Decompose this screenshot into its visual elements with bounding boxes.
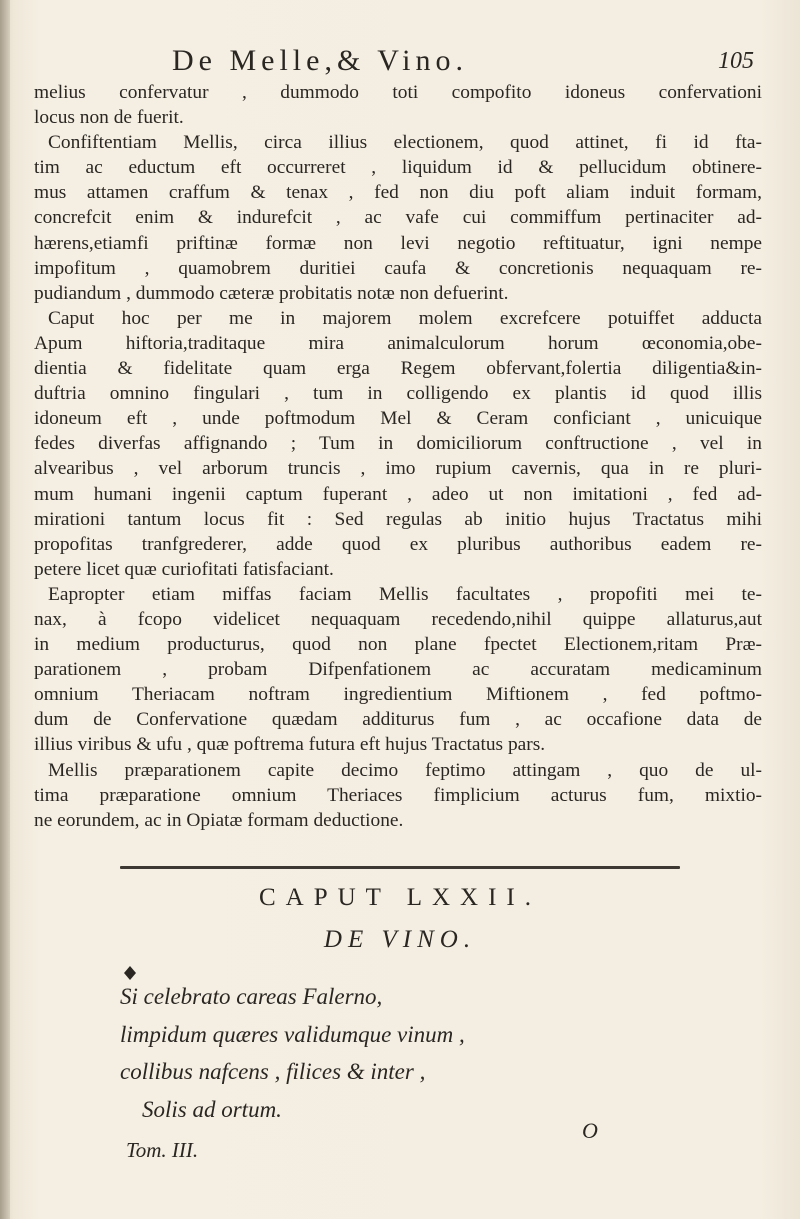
text-line: petere licet quæ curiofitati fatisfaciant. xyxy=(34,558,334,580)
text-line: dum de Confervatione quædam additurus fum , ac occafione data de xyxy=(34,709,762,731)
verse-line: limpidum quæres validumque vinum , xyxy=(120,1021,465,1047)
text-line: ne eorundem, ac in Opiatæ formam deductione. xyxy=(34,809,404,831)
verse-epigraph xyxy=(120,978,640,1128)
section-rule xyxy=(120,866,680,869)
text-line: pudiandum , dummodo cæteræ probitatis notæ non defuerint. xyxy=(34,282,509,304)
text-line: Apum hiftoria,traditaque mira animalculorum horum œconomia,obe- xyxy=(34,332,762,354)
verse-line: Solis ad ortum. xyxy=(142,1096,282,1122)
volume-signature: Tom. III. xyxy=(126,1138,199,1162)
text-line: tim ac eductum eft occurreret , liquidum id & pellucidum obtinere- xyxy=(34,157,762,179)
binding-edge xyxy=(0,0,10,1219)
text-line: tima præparatione omnium Theriaces fimplicium acturus fum, mixtio- xyxy=(34,784,762,806)
text-line: mum humani ingenii captum fuperant , adeo ut non imitationi , fed ad- xyxy=(34,483,762,505)
text-line: alvearibus , vel arborum truncis , imo rupium cavernis, qua in re pluri- xyxy=(34,458,762,480)
chapter-title: CAPUT LXXII. xyxy=(258,884,542,911)
text-line: mus attamen craffum & tenax , fed non diu poft aliam induit formam, xyxy=(34,182,762,204)
text-line: duftria omnino fingulari , tum in colligendo ex plantis id quod illis xyxy=(34,383,762,405)
text-line: melius confervatur , dummodo toti compofito idoneus confervationi xyxy=(34,82,762,103)
text-line: Mellis præparationem capite decimo feptimo attingam , quo de ul- xyxy=(48,759,762,781)
verse-line: Si celebrato careas Falerno, xyxy=(120,984,383,1009)
text-line: impofitum , quamobrem duritiei caufa & concretionis nequaquam re- xyxy=(34,257,762,279)
text-line: nax, à fcopo videlicet nequaquam recedendo,nihil quippe allaturus,aut xyxy=(34,608,762,630)
main-text xyxy=(34,80,762,833)
text-line: Caput hoc per me in majorem molem excrefcere potuiffet adducta xyxy=(48,307,762,329)
catchword: O xyxy=(582,1118,598,1143)
text-line: locus non de fuerit. xyxy=(34,107,184,129)
chapter-subtitle: DE VINO. xyxy=(323,926,477,953)
text-line: propofitas tranfgrederer, adde quod ex pluribus authoribus eadem re- xyxy=(34,533,762,555)
text-line: fedes diverfas affignando ; Tum in domiciliorum conftructione , vel in xyxy=(34,433,762,455)
text-line: Eapropter etiam miffas faciam Mellis facultates , propofiti mei te- xyxy=(48,583,762,605)
text-line: idoneum eft , unde poftmodum Mel & Ceram conficiant , unicuique xyxy=(34,408,762,430)
text-line: Confiftentiam Mellis, circa illius electionem, quod attinet, fi id fta- xyxy=(48,132,762,154)
text-line: concrefcit enim & indurefcit , ac vafe cui commiffum pertinaciter ad- xyxy=(34,207,762,229)
text-line: illius viribus & ufu , quæ poftrema futura eft hujus Tractatus pars. xyxy=(34,734,546,756)
text-line: parationem , probam Difpenfationem ac accuratam medicaminum xyxy=(34,659,762,681)
text-line: omnium Theriacam noftram ingredientium Miftionem , fed poftmo- xyxy=(34,684,762,706)
text-line: in medium producturus, quod non plane fpectet Electionem,ritam Præ- xyxy=(34,634,762,656)
text-line: dientia & fidelitate quam erga Regem obfervant,folertia diligentia&in- xyxy=(34,358,762,380)
text-line: mirationi tantum locus fit : Sed regulas ab initio hujus Tractatus mihi xyxy=(34,508,762,530)
text-line: hærens,etiamfi priftinæ formæ non levi negotio reftituatur, igni nempe xyxy=(34,232,762,254)
page-header xyxy=(32,44,762,80)
verse-line: collibus nafcens , filices & inter , xyxy=(120,1059,426,1084)
running-head: De Melle,& Vino. xyxy=(172,44,468,77)
page-number: 105 xyxy=(718,48,754,74)
